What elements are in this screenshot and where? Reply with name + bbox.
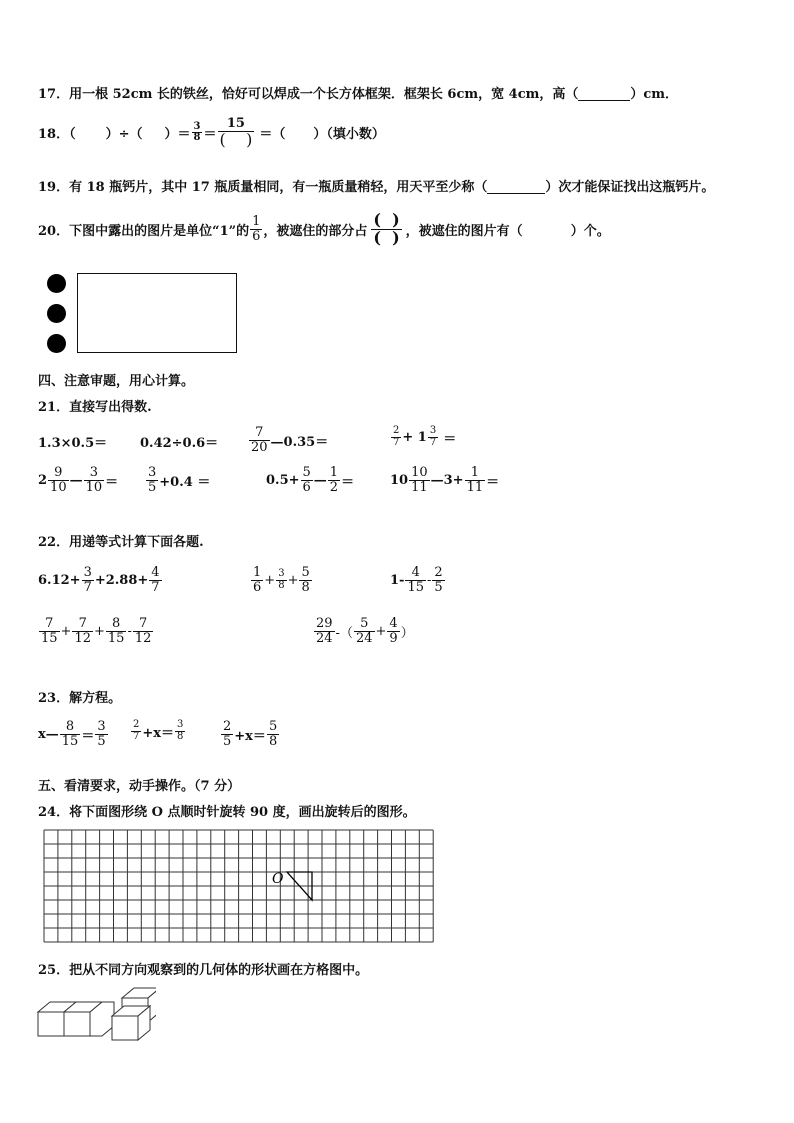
fraction: $\frac{1}{6}$	[252, 214, 261, 244]
question-19-tail: ）次才能保证找出这瓶钙片。	[545, 180, 715, 195]
q18-part: 18．（	[38, 127, 76, 143]
cube-face	[64, 1012, 90, 1036]
question-18	[38, 117, 385, 148]
expression: 0.5+ $\frac{5}{6}$ — $\frac{1}{2}$ ＝	[266, 465, 355, 495]
q18-part: ）（填小数）	[313, 127, 385, 143]
expression: $\frac{29}{24}$ -（ $\frac{5}{24}$ + $\frac{4}{9}$ ）	[316, 616, 414, 646]
dot	[47, 274, 66, 293]
expression: 0.42÷0.6＝	[140, 436, 219, 451]
question-20-mid: ，被遮住的部分占	[263, 223, 368, 239]
answer-blank[interactable]	[487, 178, 545, 194]
expression: 2 $\frac{9}{10}$ — $\frac{3}{10}$ ＝	[38, 465, 119, 495]
expression: 1- $\frac{4}{15}$ - $\frac{2}{5}$	[390, 565, 443, 595]
question-21-title: 21．直接写出得数.	[38, 400, 152, 415]
q18-part: ）÷（	[105, 127, 143, 143]
cube-face	[112, 1016, 138, 1040]
question-25-title: 25．把从不同方向观察到的几何体的形状画在方格图中。	[38, 963, 369, 978]
equation: $\frac{2}{7}$ +x＝ $\frac{3}{8}$	[133, 719, 184, 742]
cube-face	[38, 1012, 64, 1036]
expression: $\frac{7}{15}$ + $\frac{7}{12}$ + $\frac{8}{15}$ - $\frac{7}{12}$	[41, 616, 152, 646]
expression: $\frac{2}{7}$ + 1 $\frac{3}{7}$ ＝	[393, 425, 457, 448]
question-23-title: 23．解方程。	[38, 691, 122, 706]
expression: 1.3×0.5＝	[38, 436, 108, 451]
fraction: $\frac{15}{( )}$	[219, 116, 253, 149]
cover-rectangle	[77, 273, 237, 353]
question-19-text: 19．有 18 瓶钙片，其中 17 瓶质量相同，有一瓶质量稍轻，用天平至少称（	[38, 180, 488, 195]
question-17	[38, 83, 678, 102]
equation: x— $\frac{8}{15}$ ＝ $\frac{3}{5}$	[38, 719, 106, 749]
question-20	[38, 212, 610, 247]
dot	[47, 304, 66, 323]
answer-blank[interactable]	[578, 85, 630, 101]
cube-solid-figure	[36, 985, 156, 1041]
expression: $\frac{1}{6}$ + $\frac{3}{8}$ + $\frac{5}{8}$	[253, 565, 310, 595]
expression: 6.12+ $\frac{3}{7}$ +2.88+ $\frac{4}{7}$	[38, 565, 160, 595]
grid-lines	[44, 830, 433, 942]
expression: $\frac{3}{5}$ +0.4 ＝	[148, 465, 211, 495]
q18-part: ＝（	[259, 127, 286, 143]
question-17-text: 17．用一根 52cm 长的铁丝，恰好可以焊成一个长方体框架．框架长 6cm，宽 4cm，高（	[38, 87, 579, 102]
q18-part: ＝	[203, 127, 217, 143]
equation: $\frac{2}{5}$ +x＝ $\frac{5}{8}$	[223, 719, 278, 749]
q18-part: ）＝	[164, 127, 191, 143]
question-20-text: 20．下图中露出的图片是单位“1”的	[38, 223, 250, 239]
grid-figure[interactable]	[40, 826, 436, 946]
question-20-tail: ）个。	[570, 223, 610, 239]
question-20-mid2: ，被遮住的图片有（	[405, 223, 523, 239]
expression: 10 $\frac{10}{11}$ —3+ $\frac{1}{11}$ ＝	[390, 465, 500, 495]
fraction-blank[interactable]: $\frac{( )}{( )}$	[373, 210, 400, 247]
section-5-heading: 五、看清要求，动手操作。（7 分）	[38, 779, 241, 794]
expression: $\frac{7}{20}$ —0.35＝	[251, 425, 329, 455]
question-22-title: 22．用递等式计算下面各题.	[38, 535, 204, 550]
question-17-tail: ）cm．	[630, 87, 679, 102]
question-24-title: 24．将下面图形绕 O 点顺时针旋转 90 度，画出旋转后的图形。	[38, 805, 416, 820]
question-19	[38, 176, 714, 195]
fraction: $\frac{3}{8}$	[193, 120, 201, 144]
section-4-heading: 四、注意审题，用心计算。	[38, 374, 195, 389]
dot	[47, 334, 66, 353]
point-o-label: O	[272, 871, 284, 887]
